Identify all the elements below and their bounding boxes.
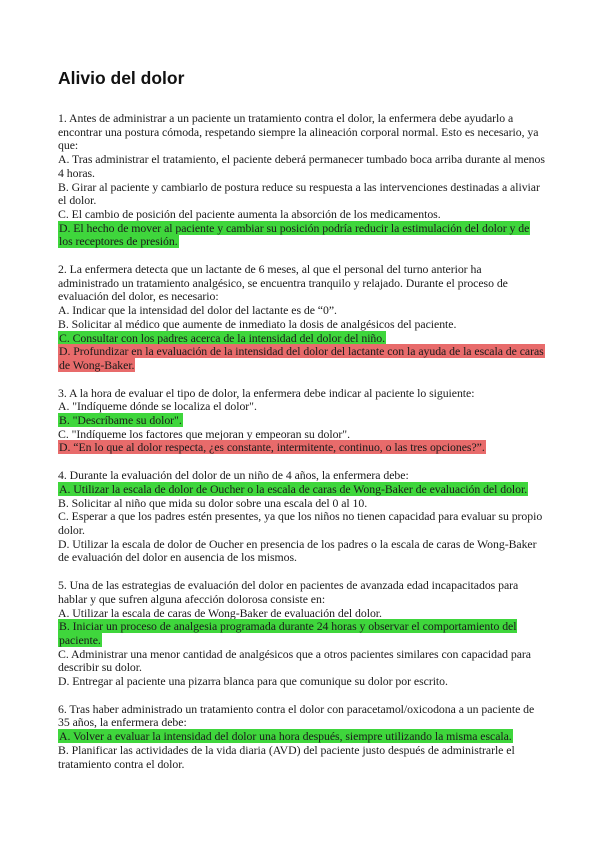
answer-option-text: B. Solicitar al niño que mida su dolor sobre una escala del 0 al 10. — [58, 495, 368, 510]
answer-option-c — [58, 332, 545, 346]
answer-option-b — [58, 744, 545, 771]
answer-option-text: A. Volver a evaluar la intensidad del dolor una hora después, siempre utilizando la misma escala. — [59, 729, 512, 744]
answer-option-text: C. El cambio de posición del paciente aumenta la absorción de los medicamentos. — [58, 206, 441, 221]
page-title: Alivio del dolor — [58, 68, 185, 88]
question-5 — [58, 579, 545, 689]
answer-option-text: C. Administrar una menor cantidad de analgésicos que a otros pacientes similares con capacidad para describir su dolor. — [58, 646, 531, 675]
answer-option-text: A. Indicar que la intensidad del dolor del lactante es de “0”. — [58, 303, 337, 318]
question-stem: 1. Antes de administrar a un paciente un tratamiento contra el dolor, la enfermera debe ayudarlo a encontrar una postura cómoda, respetando siempre la alineación corporal normal. Esto es necesario, ya que: — [58, 111, 539, 153]
answer-option-text: C. Consultar con los padres acerca de la intensidad del dolor del niño. — [59, 330, 386, 345]
answer-option-d — [58, 222, 545, 249]
answer-option-b — [58, 318, 545, 332]
answer-option-c — [58, 208, 545, 222]
answer-option-text: D. “En lo que al dolor respecta, ¿es constante, intermitente, continuo, o las tres opciones?”. — [59, 440, 485, 455]
answer-option-text: A. Utilizar la escala de caras de Wong-Baker de evaluación del dolor. — [58, 605, 382, 620]
answer-option-b — [58, 497, 545, 511]
question-stem: 5. Una de las estrategias de evaluación del dolor en pacientes de avanzada edad incapacitados para hablar y que sufren alguna afección dolorosa consiste en: — [58, 578, 519, 606]
answer-option-a — [58, 607, 545, 621]
answer-option-text: A. "Indíqueme dónde se localiza el dolor". — [58, 399, 257, 414]
answer-option-text: D. Entregar al paciente una pizarra blanca para que comunique su dolor por escrito. — [58, 674, 448, 689]
answer-option-text: D. El hecho de mover al paciente y cambiar su posición podría reducir la estimulación del dolor y de los receptores de presión. — [59, 220, 530, 249]
answer-option-d — [58, 345, 545, 372]
answer-option-text: B. Girar al paciente y cambiarlo de postura reduce su respuesta a las intervenciones destinadas a aliviar el dolor. — [58, 179, 540, 208]
answer-option-text: A. Tras administrar el tratamiento, el paciente deberá permanecer tumbado boca arriba durante al menos 4 horas. — [58, 152, 545, 180]
question-6 — [58, 703, 545, 772]
question-4 — [58, 469, 545, 565]
answer-option-b — [58, 414, 545, 428]
answer-option-a — [58, 304, 545, 318]
question-stem: 6. Tras haber administrado un tratamiento contra el dolor con paracetamol/oxicodona a un paciente de 35 años, la enfermera debe: — [58, 701, 535, 730]
answer-option-c — [58, 428, 545, 442]
answer-option-d — [58, 441, 545, 455]
answer-option-c — [58, 648, 545, 675]
answer-option-b — [58, 620, 545, 647]
answer-option-text: C. "Indíqueme los factores que mejoran y empeoran su dolor". — [58, 426, 350, 441]
question-stem: 3. A la hora de evaluar el tipo de dolor, la enfermera debe indicar al paciente lo siguiente: — [58, 385, 475, 400]
answer-option-b — [58, 181, 545, 208]
answer-option-a — [58, 730, 545, 744]
question-3 — [58, 387, 545, 456]
answer-option-text: B. Iniciar un proceso de analgesia programada durante 24 horas y observar el comportamiento del paciente. — [59, 619, 517, 647]
answer-option-d — [58, 538, 545, 565]
answer-option-a — [58, 153, 545, 180]
answer-option-text: D. Profundizar en la evaluación de la intensidad del dolor del lactante con la ayuda de la escala de caras de Wong-Baker. — [59, 344, 544, 372]
question-list — [58, 112, 545, 771]
answer-option-text: B. "Descríbame su dolor". — [59, 413, 182, 428]
answer-option-text: D. Utilizar la escala de dolor de Oucher en presencia de los padres o la escala de caras de Wong-Baker de evaluación del dolor en ausencia de los mismos. — [58, 536, 537, 565]
answer-option-d — [58, 675, 545, 689]
answer-option-text: A. Utilizar la escala de dolor de Oucher o la escala de caras de Wong-Baker de evaluación del dolor. — [59, 481, 528, 496]
answer-option-a — [58, 400, 545, 414]
question-stem: 2. La enfermera detecta que un lactante de 6 meses, al que el personal del turno anterior ha administrado un tratamiento analgésico, se encuentra tranquilo y relajado. Durante el proceso de evaluación del dolor, es necesario: — [58, 262, 508, 304]
answer-option-text: C. Esperar a que los padres estén presentes, ya que los niños no tienen capacidad para evaluar su propio dolor. — [58, 509, 543, 537]
question-stem: 4. Durante la evaluación del dolor de un niño de 4 años, la enfermera debe: — [58, 468, 409, 483]
answer-option-a — [58, 483, 545, 497]
answer-option-text: B. Solicitar al médico que aumente de inmediato la dosis de analgésicos del paciente. — [58, 316, 457, 331]
answer-option-text: B. Planificar las actividades de la vida diaria (AVD) del paciente justo después de administrarle el tratamiento contra el dolor. — [58, 742, 515, 771]
answer-option-c — [58, 510, 545, 537]
question-2 — [58, 263, 545, 373]
question-1 — [58, 112, 545, 249]
